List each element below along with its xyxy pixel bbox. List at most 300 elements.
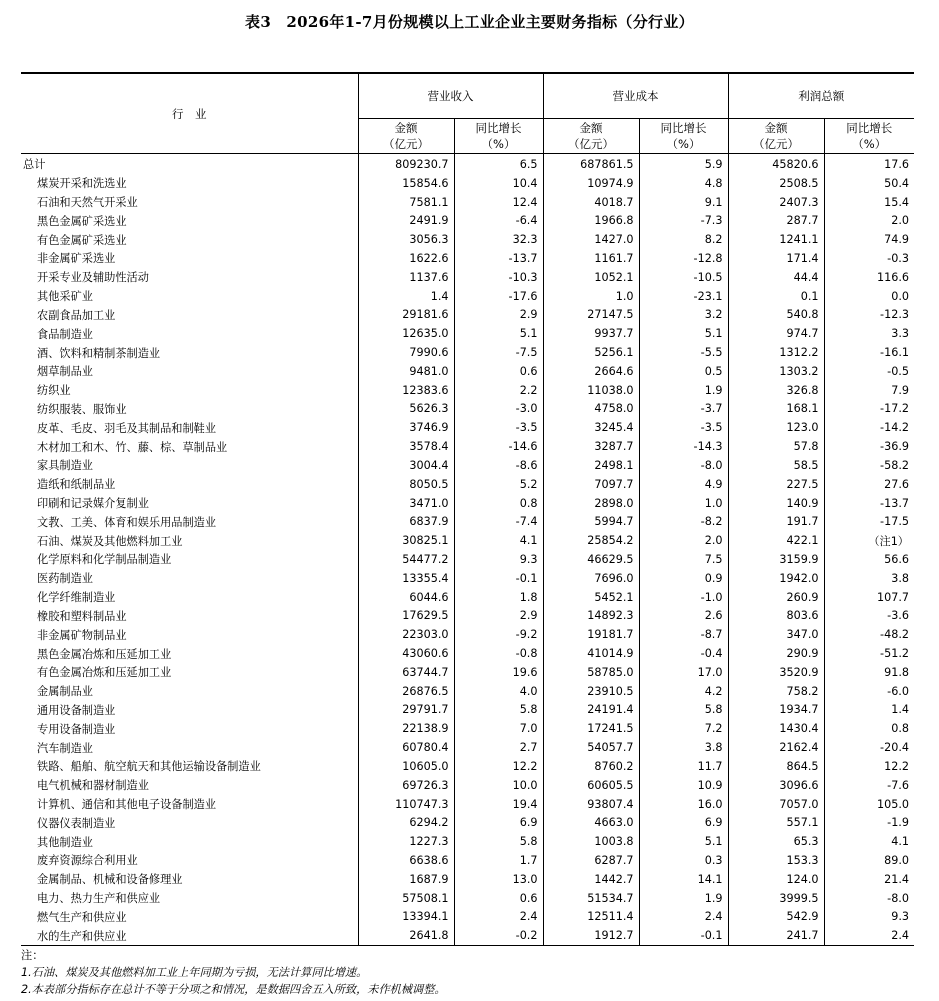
table-row xyxy=(21,512,914,531)
industry-name: 纺织服装、服饰业 xyxy=(21,400,358,419)
table-row xyxy=(21,287,914,306)
revenue-amount: 12635.0 xyxy=(358,324,454,343)
footnote-2: 2.本表部分指标存在总计不等于分项之和情况，是数据四舍五入所致，未作机械调整。 xyxy=(21,983,446,996)
profit-amount: 540.8 xyxy=(728,306,824,325)
profit-amount: 124.0 xyxy=(728,870,824,889)
cost-amount: 4663.0 xyxy=(543,813,639,832)
cost-growth: 2.6 xyxy=(639,607,728,626)
table-row xyxy=(21,268,914,287)
industry-name: 黑色金属矿采选业 xyxy=(21,211,358,230)
profit-growth: 15.4 xyxy=(824,193,914,212)
revenue-header: 营业收入 xyxy=(358,73,543,119)
profit-amount: 168.1 xyxy=(728,400,824,419)
revenue-amount: 10605.0 xyxy=(358,757,454,776)
table-row xyxy=(21,776,914,795)
industry-name: 水的生产和供应业 xyxy=(21,926,358,945)
profit-growth: 116.6 xyxy=(824,268,914,287)
industry-name: 汽车制造业 xyxy=(21,738,358,757)
revenue-amount: 6837.9 xyxy=(358,512,454,531)
industry-name: 非金属矿采选业 xyxy=(21,249,358,268)
industry-name: 计算机、通信和其他电子设备制造业 xyxy=(21,795,358,814)
profit-amount: 191.7 xyxy=(728,512,824,531)
cost-amount: 5256.1 xyxy=(543,343,639,362)
industry-name: 通用设备制造业 xyxy=(21,701,358,720)
industry-name: 农副食品加工业 xyxy=(21,306,358,325)
industry-name: 燃气生产和供应业 xyxy=(21,908,358,927)
cost-growth: -12.8 xyxy=(639,249,728,268)
cost-amount: 6287.7 xyxy=(543,851,639,870)
revenue-growth: -0.1 xyxy=(454,569,543,588)
profit-amount: 65.3 xyxy=(728,832,824,851)
revenue-amount: 13394.1 xyxy=(358,908,454,927)
profit-amount: 3159.9 xyxy=(728,550,824,569)
profit-growth: 89.0 xyxy=(824,851,914,870)
table-row xyxy=(21,889,914,908)
profit-amount: 153.3 xyxy=(728,851,824,870)
cost-amount: 1052.1 xyxy=(543,268,639,287)
revenue-amount: 1137.6 xyxy=(358,268,454,287)
cost-growth: 1.9 xyxy=(639,381,728,400)
industry-name: 电气机械和器材制造业 xyxy=(21,776,358,795)
table-row xyxy=(21,362,914,381)
revenue-amount: 110747.3 xyxy=(358,795,454,814)
cost-growth: 3.8 xyxy=(639,738,728,757)
table-row xyxy=(21,249,914,268)
profit-growth: 27.6 xyxy=(824,475,914,494)
profit-amount: 227.5 xyxy=(728,475,824,494)
revenue-amount: 22303.0 xyxy=(358,625,454,644)
cost-amount: 3287.7 xyxy=(543,437,639,456)
industry-name: 橡胶和塑料制品业 xyxy=(21,607,358,626)
table-row xyxy=(21,832,914,851)
profit-amount: 1934.7 xyxy=(728,701,824,720)
revenue-amount: 60780.4 xyxy=(358,738,454,757)
financial-indicators-table xyxy=(21,72,914,946)
profit-growth: 21.4 xyxy=(824,870,914,889)
profit-amount: 171.4 xyxy=(728,249,824,268)
table-row xyxy=(21,738,914,757)
profit-growth: 4.1 xyxy=(824,832,914,851)
revenue-growth: 4.0 xyxy=(454,682,543,701)
industry-name: 酒、饮料和精制茶制造业 xyxy=(21,343,358,362)
table-row xyxy=(21,682,914,701)
profit-growth: 107.7 xyxy=(824,588,914,607)
cost-growth: 9.1 xyxy=(639,193,728,212)
profit-growth: -13.7 xyxy=(824,494,914,513)
profit-amount: 422.1 xyxy=(728,531,824,550)
table-row xyxy=(21,569,914,588)
industry-name: 电力、热力生产和供应业 xyxy=(21,889,358,908)
revenue-growth: 2.9 xyxy=(454,306,543,325)
revenue-amount: 12383.6 xyxy=(358,381,454,400)
profit-growth: -48.2 xyxy=(824,625,914,644)
profit-growth: -12.3 xyxy=(824,306,914,325)
profit-growth: 74.9 xyxy=(824,230,914,249)
industry-name: 非金属矿物制品业 xyxy=(21,625,358,644)
table-row xyxy=(21,230,914,249)
revenue-growth: -3.5 xyxy=(454,418,543,437)
revenue-growth: -17.6 xyxy=(454,287,543,306)
revenue-amount: 3056.3 xyxy=(358,230,454,249)
revenue-amount: 2641.8 xyxy=(358,926,454,945)
cost-growth: 4.8 xyxy=(639,174,728,193)
industry-name: 金属制品、机械和设备修理业 xyxy=(21,870,358,889)
revenue-amount: 7990.6 xyxy=(358,343,454,362)
cost-amount: 58785.0 xyxy=(543,663,639,682)
revenue-amount: 8050.5 xyxy=(358,475,454,494)
industry-name: 金属制品业 xyxy=(21,682,358,701)
revenue-growth: 12.2 xyxy=(454,757,543,776)
growth-subheader: 同比增长 （%） xyxy=(454,119,543,154)
cost-amount: 41014.9 xyxy=(543,644,639,663)
profit-amount: 7057.0 xyxy=(728,795,824,814)
cost-amount: 5452.1 xyxy=(543,588,639,607)
table-row xyxy=(21,475,914,494)
table-title: 表3 2026年1-7月份规模以上工业企业主要财务指标（分行业） xyxy=(245,13,694,31)
cost-amount: 1427.0 xyxy=(543,230,639,249)
cost-amount: 4758.0 xyxy=(543,400,639,419)
growth-subheader: 同比增长 （%） xyxy=(824,119,914,154)
revenue-growth: -13.7 xyxy=(454,249,543,268)
cost-amount: 687861.5 xyxy=(543,154,639,174)
profit-growth: -36.9 xyxy=(824,437,914,456)
revenue-growth: -7.5 xyxy=(454,343,543,362)
industry-name: 家具制造业 xyxy=(21,456,358,475)
revenue-growth: 2.4 xyxy=(454,908,543,927)
cost-amount: 25854.2 xyxy=(543,531,639,550)
industry-name: 废弃资源综合利用业 xyxy=(21,851,358,870)
cost-growth: -3.5 xyxy=(639,418,728,437)
profit-growth: 0.8 xyxy=(824,719,914,738)
revenue-amount: 15854.6 xyxy=(358,174,454,193)
cost-growth: -8.2 xyxy=(639,512,728,531)
revenue-amount: 69726.3 xyxy=(358,776,454,795)
table-row xyxy=(21,663,914,682)
cost-amount: 10974.9 xyxy=(543,174,639,193)
profit-growth: 2.4 xyxy=(824,926,914,945)
revenue-amount: 6638.6 xyxy=(358,851,454,870)
revenue-growth: 19.6 xyxy=(454,663,543,682)
profit-growth: （注1） xyxy=(824,531,914,550)
profit-amount: 974.7 xyxy=(728,324,824,343)
cost-growth: 14.1 xyxy=(639,870,728,889)
table-row xyxy=(21,550,914,569)
table-row xyxy=(21,343,914,362)
profit-growth: -1.9 xyxy=(824,813,914,832)
cost-growth: 2.4 xyxy=(639,908,728,927)
revenue-amount: 26876.5 xyxy=(358,682,454,701)
cost-amount: 60605.5 xyxy=(543,776,639,795)
cost-growth: 7.5 xyxy=(639,550,728,569)
cost-growth: -1.0 xyxy=(639,588,728,607)
revenue-growth: 2.9 xyxy=(454,607,543,626)
industry-name: 仪器仪表制造业 xyxy=(21,813,358,832)
profit-growth: -17.2 xyxy=(824,400,914,419)
profit-amount: 140.9 xyxy=(728,494,824,513)
cost-growth: 4.2 xyxy=(639,682,728,701)
profit-amount: 3999.5 xyxy=(728,889,824,908)
table-row xyxy=(21,757,914,776)
cost-growth: 8.2 xyxy=(639,230,728,249)
cost-amount: 5994.7 xyxy=(543,512,639,531)
revenue-amount: 3004.4 xyxy=(358,456,454,475)
revenue-growth: 19.4 xyxy=(454,795,543,814)
industry-name: 印刷和记录媒介复制业 xyxy=(21,494,358,513)
cost-growth: 16.0 xyxy=(639,795,728,814)
cost-amount: 27147.5 xyxy=(543,306,639,325)
profit-growth: -51.2 xyxy=(824,644,914,663)
cost-amount: 3245.4 xyxy=(543,418,639,437)
cost-growth: -5.5 xyxy=(639,343,728,362)
cost-growth: 0.5 xyxy=(639,362,728,381)
profit-amount: 2407.3 xyxy=(728,193,824,212)
industry-name: 专用设备制造业 xyxy=(21,719,358,738)
amount-subheader: 金额 （亿元） xyxy=(543,119,639,154)
revenue-amount: 22138.9 xyxy=(358,719,454,738)
revenue-growth: 2.2 xyxy=(454,381,543,400)
revenue-growth: 6.9 xyxy=(454,813,543,832)
revenue-growth: 0.6 xyxy=(454,889,543,908)
profit-amount: 260.9 xyxy=(728,588,824,607)
revenue-growth: 12.4 xyxy=(454,193,543,212)
profit-amount: 241.7 xyxy=(728,926,824,945)
table-row xyxy=(21,531,914,550)
profit-amount: 287.7 xyxy=(728,211,824,230)
cost-amount: 12511.4 xyxy=(543,908,639,927)
revenue-amount: 5626.3 xyxy=(358,400,454,419)
profit-growth: 0.0 xyxy=(824,287,914,306)
revenue-growth: 5.8 xyxy=(454,701,543,720)
cost-growth: -0.1 xyxy=(639,926,728,945)
revenue-growth: 10.0 xyxy=(454,776,543,795)
revenue-amount: 13355.4 xyxy=(358,569,454,588)
cost-growth: 5.1 xyxy=(639,832,728,851)
industry-name: 皮革、毛皮、羽毛及其制品和制鞋业 xyxy=(21,418,358,437)
revenue-amount: 6044.6 xyxy=(358,588,454,607)
profit-growth: -14.2 xyxy=(824,418,914,437)
table-row xyxy=(21,381,914,400)
industry-name: 化学纤维制造业 xyxy=(21,588,358,607)
table-row xyxy=(21,437,914,456)
cost-growth: -14.3 xyxy=(639,437,728,456)
profit-amount: 1430.4 xyxy=(728,719,824,738)
industry-name: 石油和天然气开采业 xyxy=(21,193,358,212)
industry-name: 食品制造业 xyxy=(21,324,358,343)
cost-growth: -0.4 xyxy=(639,644,728,663)
profit-amount: 1241.1 xyxy=(728,230,824,249)
cost-growth: 6.9 xyxy=(639,813,728,832)
profit-amount: 2162.4 xyxy=(728,738,824,757)
industry-name: 铁路、船舶、航空航天和其他运输设备制造业 xyxy=(21,757,358,776)
amount-subheader: 金额 （亿元） xyxy=(728,119,824,154)
profit-growth: 12.2 xyxy=(824,757,914,776)
revenue-amount: 57508.1 xyxy=(358,889,454,908)
revenue-growth: -14.6 xyxy=(454,437,543,456)
industry-name: 黑色金属冶炼和压延加工业 xyxy=(21,644,358,663)
industry-name: 有色金属矿采选业 xyxy=(21,230,358,249)
revenue-growth: 5.2 xyxy=(454,475,543,494)
cost-amount: 17241.5 xyxy=(543,719,639,738)
profit-amount: 1942.0 xyxy=(728,569,824,588)
profit-growth: 3.8 xyxy=(824,569,914,588)
cost-amount: 1.0 xyxy=(543,287,639,306)
profit-growth: -16.1 xyxy=(824,343,914,362)
revenue-growth: 0.6 xyxy=(454,362,543,381)
table-row xyxy=(21,701,914,720)
industry-name: 煤炭开采和洗选业 xyxy=(21,174,358,193)
profit-growth: -0.3 xyxy=(824,249,914,268)
table-row xyxy=(21,456,914,475)
revenue-growth: 32.3 xyxy=(454,230,543,249)
cost-amount: 1912.7 xyxy=(543,926,639,945)
cost-amount: 2664.6 xyxy=(543,362,639,381)
cost-growth: 3.2 xyxy=(639,306,728,325)
revenue-amount: 3471.0 xyxy=(358,494,454,513)
profit-amount: 1303.2 xyxy=(728,362,824,381)
revenue-growth: 4.1 xyxy=(454,531,543,550)
cost-amount: 2498.1 xyxy=(543,456,639,475)
industry-name: 纺织业 xyxy=(21,381,358,400)
cost-amount: 19181.7 xyxy=(543,625,639,644)
profit-growth: 9.3 xyxy=(824,908,914,927)
profit-amount: 326.8 xyxy=(728,381,824,400)
table-row xyxy=(21,400,914,419)
cost-amount: 8760.2 xyxy=(543,757,639,776)
table-body xyxy=(21,154,914,946)
cost-amount: 24191.4 xyxy=(543,701,639,720)
cost-growth: 11.7 xyxy=(639,757,728,776)
cost-amount: 93807.4 xyxy=(543,795,639,814)
profit-amount: 1312.2 xyxy=(728,343,824,362)
profit-amount: 557.1 xyxy=(728,813,824,832)
revenue-amount: 6294.2 xyxy=(358,813,454,832)
cost-growth: -8.0 xyxy=(639,456,728,475)
profit-amount: 123.0 xyxy=(728,418,824,437)
revenue-amount: 2491.9 xyxy=(358,211,454,230)
revenue-amount: 43060.6 xyxy=(358,644,454,663)
revenue-growth: 0.8 xyxy=(454,494,543,513)
profit-amount: 2508.5 xyxy=(728,174,824,193)
profit-growth: -7.6 xyxy=(824,776,914,795)
cost-growth: 5.9 xyxy=(639,154,728,174)
revenue-growth: -3.0 xyxy=(454,400,543,419)
profit-growth: 17.6 xyxy=(824,154,914,174)
table-row xyxy=(21,193,914,212)
revenue-growth: 2.7 xyxy=(454,738,543,757)
profit-growth: -6.0 xyxy=(824,682,914,701)
revenue-amount: 1227.3 xyxy=(358,832,454,851)
profit-growth: 105.0 xyxy=(824,795,914,814)
industry-name: 其他采矿业 xyxy=(21,287,358,306)
table-row xyxy=(21,211,914,230)
cost-amount: 7097.7 xyxy=(543,475,639,494)
profit-header: 利润总额 xyxy=(728,73,914,119)
cost-amount: 4018.7 xyxy=(543,193,639,212)
revenue-amount: 3578.4 xyxy=(358,437,454,456)
revenue-growth: 1.8 xyxy=(454,588,543,607)
industry-name: 医药制造业 xyxy=(21,569,358,588)
revenue-growth: 5.8 xyxy=(454,832,543,851)
cost-growth: 1.9 xyxy=(639,889,728,908)
table-row xyxy=(21,324,914,343)
industry-name: 开采专业及辅助性活动 xyxy=(21,268,358,287)
industry-name: 有色金属冶炼和压延加工业 xyxy=(21,663,358,682)
profit-amount: 57.8 xyxy=(728,437,824,456)
profit-amount: 44.4 xyxy=(728,268,824,287)
cost-growth: -10.5 xyxy=(639,268,728,287)
revenue-amount: 29181.6 xyxy=(358,306,454,325)
cost-amount: 9937.7 xyxy=(543,324,639,343)
footnote-1: 1.石油、煤炭及其他燃料加工业上年同期为亏损，无法计算同比增速。 xyxy=(21,966,368,979)
revenue-amount: 3746.9 xyxy=(358,418,454,437)
cost-amount: 14892.3 xyxy=(543,607,639,626)
total-row xyxy=(21,154,914,174)
revenue-amount: 1687.9 xyxy=(358,870,454,889)
revenue-amount: 1.4 xyxy=(358,287,454,306)
revenue-amount: 9481.0 xyxy=(358,362,454,381)
revenue-growth: -0.8 xyxy=(454,644,543,663)
profit-amount: 3520.9 xyxy=(728,663,824,682)
cost-growth: 0.9 xyxy=(639,569,728,588)
profit-growth: -17.5 xyxy=(824,512,914,531)
revenue-amount: 7581.1 xyxy=(358,193,454,212)
cost-growth: 4.9 xyxy=(639,475,728,494)
profit-amount: 58.5 xyxy=(728,456,824,475)
cost-header: 营业成本 xyxy=(543,73,728,119)
table-row xyxy=(21,795,914,814)
table-row xyxy=(21,607,914,626)
revenue-growth: -10.3 xyxy=(454,268,543,287)
profit-growth: 3.3 xyxy=(824,324,914,343)
cost-growth: 10.9 xyxy=(639,776,728,795)
profit-growth: 56.6 xyxy=(824,550,914,569)
table-row xyxy=(21,418,914,437)
revenue-growth: 10.4 xyxy=(454,174,543,193)
profit-growth: -20.4 xyxy=(824,738,914,757)
cost-amount: 2898.0 xyxy=(543,494,639,513)
cost-amount: 51534.7 xyxy=(543,889,639,908)
table-row xyxy=(21,719,914,738)
table-row xyxy=(21,174,914,193)
revenue-growth: -7.4 xyxy=(454,512,543,531)
revenue-amount: 29791.7 xyxy=(358,701,454,720)
table-row xyxy=(21,588,914,607)
profit-growth: -0.5 xyxy=(824,362,914,381)
revenue-amount: 30825.1 xyxy=(358,531,454,550)
industry-name: 化学原料和化学制品制造业 xyxy=(21,550,358,569)
profit-growth: 2.0 xyxy=(824,211,914,230)
profit-growth: -58.2 xyxy=(824,456,914,475)
profit-amount: 0.1 xyxy=(728,287,824,306)
revenue-growth: 1.7 xyxy=(454,851,543,870)
profit-amount: 864.5 xyxy=(728,757,824,776)
profit-amount: 3096.6 xyxy=(728,776,824,795)
profit-amount: 45820.6 xyxy=(728,154,824,174)
cost-growth: 2.0 xyxy=(639,531,728,550)
revenue-growth: -8.6 xyxy=(454,456,543,475)
footnote-heading: 注： xyxy=(21,949,44,962)
table-row xyxy=(21,625,914,644)
profit-amount: 347.0 xyxy=(728,625,824,644)
amount-subheader: 金额 （亿元） xyxy=(358,119,454,154)
cost-amount: 7696.0 xyxy=(543,569,639,588)
revenue-growth: 7.0 xyxy=(454,719,543,738)
cost-growth: 0.3 xyxy=(639,851,728,870)
revenue-amount: 1622.6 xyxy=(358,249,454,268)
revenue-growth: -9.2 xyxy=(454,625,543,644)
table-row xyxy=(21,851,914,870)
cost-growth: -23.1 xyxy=(639,287,728,306)
